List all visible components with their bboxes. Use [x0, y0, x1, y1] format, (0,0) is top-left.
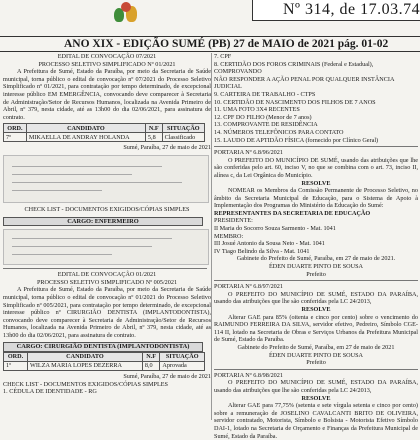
resolve-2: RESOLVE	[301, 306, 331, 313]
edital1-body: A Prefeitura de Sumé, Estado da Paraíba, por meio da Secretaria de Saúde municipal, torna público o edital de convocação nº 07/2021 do Processo Seletivo Simplificado nº 01/2021, para contratação por tempo determinado, de excepcional interesse público EM EMERGÊNCIA, convocando deve comparecer à Secretaria de Administração/Setor de Recursos Humanos, localizada na Avenida Primeiro de Abril, nº 379, nesta cidade, até as 13h00 do dia 02/06/2021, para assinatura de contrato.	[3, 68, 211, 121]
place-date-2: Sumé, Paraíba, 27 de maio de 2021	[123, 373, 211, 381]
edital1-subtitle: PROCESSO SELETIVO SIMPLIFICADO Nº 01/2021	[38, 60, 176, 68]
alterar-2-text: Alterar GAE para 77,75% (setenta e sete vírgula setenta e cinco por cento) sobre a remuneração de JOSELINO CAVALCANTI BRITO DE OLIVEIRA, servidor contratado, Motorista, Símbolo e Bolsista - Motorista Efetivo Símbolo DAI-1, lotado na Secretaria de Orçamento e Finanças da Prefeitura Municipal de Sumé, Estado da Paraíba.	[214, 402, 418, 440]
resolve-3: RESOLVE	[301, 394, 331, 402]
issue-number: Nº 314, de 17.03.74	[283, 1, 420, 18]
signer-1-name: ÉDEN DUARTE PINTO DE SOUSA	[268, 263, 364, 271]
table-row: 1º WILZA MARIA LOPES DEZERRA 8,0 Aprovada	[4, 362, 205, 371]
gazette-header	[0, 0, 420, 50]
document-list-stamp	[3, 229, 209, 265]
member-label: MEMBRO:	[214, 232, 244, 240]
member-line: II Maria do Socorro Souza Sarmento - Mat. 1041	[214, 225, 336, 233]
member-line: III Josué Antonio da Sousa Neto - Mat. 1041	[214, 240, 325, 248]
gabinete-1: Gabinete do Prefeito de Sumé, Paraíba, em 27 de maio de 2021.	[236, 255, 396, 263]
right-column	[214, 53, 418, 440]
list-item: 14. NÚMEROS TELEFÔNICOS PARA CONTATO	[214, 128, 344, 136]
portaria-3-body: O PREFEITO DO MUNICÍPIO DE SUMÉ, ESTADO DA PARAÍBA, usando das atribuições que lhe são conferidas pela LC 24/2013,	[214, 379, 418, 394]
candidate-table-2	[3, 352, 205, 371]
cargo-bar-2: CARGO: CIRURGIÃO DENTISTA (IMPLANTODONTISTA)	[3, 342, 203, 352]
divider	[214, 280, 418, 281]
table-row: 7º MIKAELLA DE ANDRAY HOLANDA 5,8 Classificado	[4, 133, 205, 142]
nomear-text: NOMEAR os Membros da Comissão Permanente de Processo Seletivo, no âmbito da Secretaria Municipal de Educação, para o Sistema de Apoio à Implementação dos Programas do Ministério da Educação do Sumé:	[214, 187, 418, 210]
checklist-title-2: CHECK LIST - DOCUMENTOS EXIGIDOS/CÓPIAS SIMPLES	[3, 380, 168, 388]
checklist-items	[214, 53, 418, 144]
portaria-2-number: PORTARIA Nº 6.8/97/2021	[214, 283, 283, 291]
portaria-2-body: O PREFEITO DO MUNICÍPIO DE SUMÉ, ESTADO DA PARAÍBA, usando das atribuições que lhe são conferidas pela LC 24/2013,	[214, 290, 418, 306]
divider	[214, 369, 418, 370]
candidate-table-1	[3, 123, 205, 142]
left-column	[3, 53, 211, 396]
edition-line: ANO XIX - EDIÇÃO SUMÉ (PB) 27 de MAIO de 2021 pág. 01-02	[64, 38, 389, 50]
checklist-title-1: CHECK LIST - DOCUMENTOS EXIGIDOS/CÓPIAS SIMPLES	[24, 205, 190, 213]
signer-2-name: ÉDEN DUARTE PINTO DE SOUSA	[268, 351, 364, 359]
alterar-1-text: Alterar GAE para 85% (oitenta e cinco por cento) sobre o vencimento do RAIMUNDO FERREIRA DA SILVA, servidor efetivo, Pedreiro, Símbolo CGE-114 II, lotado na Secretaria de Obras e Serviços Urbanos da Prefeitura Municipal de Sumé, Estado da Paraíba.	[214, 313, 418, 344]
resolve-1: RESOLVE	[301, 179, 331, 187]
portaria-3-number: PORTARIA Nº 6.8/98/2021	[214, 371, 283, 379]
divider	[214, 146, 418, 147]
place-date-1: Sumé, Paraíba, 27 de maio de 2021	[123, 144, 211, 152]
edital1-title: EDITAL DE CONVOCAÇÃO 07/2021	[57, 53, 157, 60]
issue-box	[252, 0, 420, 21]
edital2-body: A Prefeitura de Sumé, Estado da Paraíba, por meio da Secretaria de Saúde municipal, torna público o edital de convocação nº 01/2021 do Processo Seletivo Simplificado nº 005/2021, para contratação por tempo determinado, de excepcional interesse público nº CIRURGIÃO DENTISTA (IMPLANTODONTISTA), convocando deve comparecer à Secretaria de Administração/Setor de Recursos Humanos, localizada na Avenida Primeiro de Abril, nº 379, nesta cidade, até as 13h00 do dia 02/06/2021, para assinatura de contrato.	[3, 286, 211, 339]
representatives-title: REPRESENTANTES DA SECRETARIA DE EDUCAÇÃO	[214, 209, 371, 217]
list-item: 9. CARTEIRA DE TRABALHO - CTPS	[214, 90, 316, 98]
list-item: NÃO RESPONDER A AÇÃO PENAL POR QUALQUER INSTÂNCIA JUDICIAL	[214, 75, 395, 91]
signer-1-role: Prefeito	[306, 270, 326, 278]
header-rule-top	[0, 36, 420, 37]
edital2-title: EDITAL DE CONVOCAÇÃO 01/2021	[57, 271, 157, 279]
portaria-1-body: O PREFEITO DO MUNICÍPIO DE SUMÉ, usando das atribuições que lhe são conferidas pelo art. 60, inciso V, no que se combina com o art. 73, inciso II, alínea c, da Lei Orgânica do Município.	[214, 156, 418, 179]
municipal-crest-icon	[112, 2, 140, 26]
list-item: 15. LAUDO DE APTIDÃO FÍSICA (fornecido por Clínico Geral)	[214, 136, 379, 144]
list-item: 10. CERTIDÃO DE NASCIMENTO DOS FILHOS DE 7 ANOS	[214, 98, 376, 106]
list-item: 12. CPF DO FILHO (Menor de 7 anos)	[214, 113, 312, 121]
list-item: 11. UMA FOTO 3X4 RECENTES	[214, 106, 300, 114]
cargo-bar-1: CARGO: ENFERMEIRO	[3, 217, 203, 227]
signature-stamp-1	[3, 155, 209, 203]
table-header-row: ORD. CANDIDATO N.F SITUAÇÃO	[4, 353, 205, 362]
list-item: 8. CERTIDÃO DOS FOROS CRIMINAIS (Federal e Estadual), COMPROVANDO	[214, 60, 374, 76]
table-header-row: ORD. CANDIDATO N.F SITUAÇÃO	[4, 124, 205, 133]
gabinete-2: Gabinete do Prefeito de Sumé, Paraíba, em 27 de maio de 2021	[237, 343, 395, 351]
president-label: PRESIDENTE:	[214, 217, 253, 225]
list-item: 13. COMPROVANTE DE RESIDÊNCIA	[214, 121, 318, 129]
edital2-subtitle: PROCESSO SELETIVO SIMPLIFICADO Nº 005/2021	[36, 278, 178, 286]
portaria-1-number: PORTARIA Nº 6.8/96/2021	[214, 149, 283, 157]
member-line: IV Tiago Belindo da Silva - Mat. 1041	[214, 247, 310, 255]
list-item: 7. CPF	[214, 53, 232, 60]
header-rule-bottom	[0, 51, 420, 52]
column-divider	[211, 53, 212, 420]
divider	[3, 268, 207, 269]
signer-2-role: Prefeito	[306, 359, 326, 367]
check-item-1: 1. CÉDULA DE IDENTIDADE - RG	[3, 388, 97, 396]
